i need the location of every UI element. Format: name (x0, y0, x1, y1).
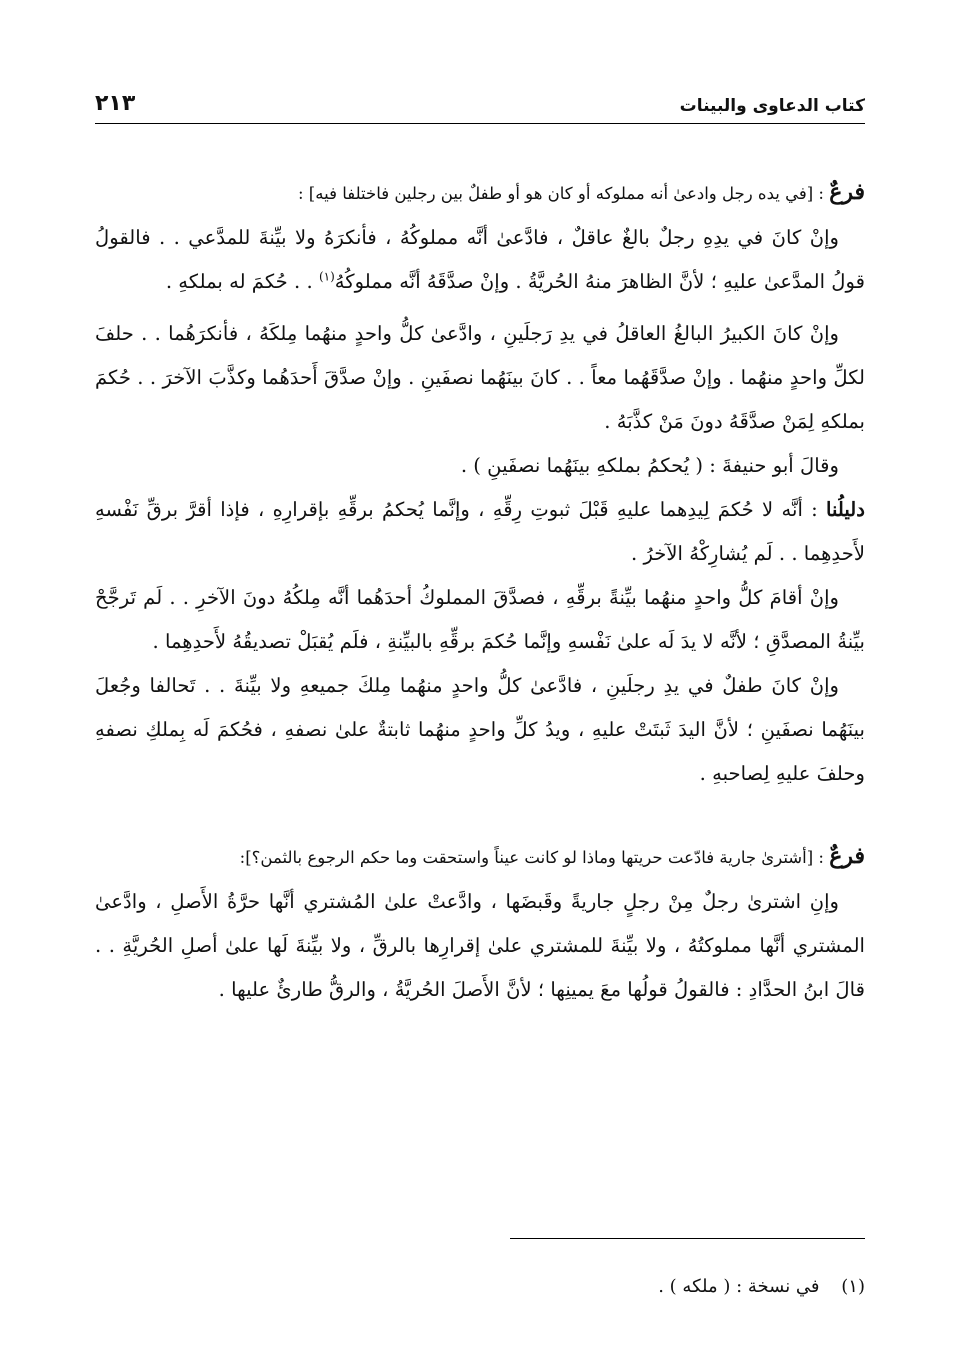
header-rule (95, 123, 865, 124)
paragraph-text: : أنَّه لا حُكمَ لِيدِهما عليهِ قَبْلَ ثبوتِ رِقِّهِ ، وإنَّما يُحكمُ برقِّهِ بإقرارِهِ ، فإذا أقرَّ برقِّ نَفْسهِ لأَحدِهِما . . لَم يُشارِكْهُ الآخرُ . (95, 498, 865, 565)
paragraph-lead: دليلُنا (826, 498, 865, 521)
paragraph (95, 216, 865, 304)
section-label: فرعٌ (829, 179, 865, 205)
footnote-reference: (١) (318, 269, 335, 284)
paragraph-text: . . حُكمَ له بملكهِ . (165, 270, 313, 293)
paragraph: وإنْ كانَ الكبيرُ البالغُ العاقلُ في يدِ رَجلَينِ ، وادَّعىٰ كلُّ واحدٍ منهُما مِلكَهُ ، فأنكرَهُما . . حلفَ لكلِّ واحدٍ منهُما . وإنْ صدَّقَهُما معاً . . كانَ بينَهُما نصفَينِ . وإنْ صدَّقَ أَحدَهُما وكذَّبَ الآخرَ . . حُكمَ بملكهِ لِمَنْ صدَّقَهُ دونَ مَنْ كذَّبَهُ . (95, 322, 865, 433)
section-heading (95, 834, 865, 880)
section-title: : [في يده رجل وادعىٰ أنه مملوكه أو كان هو أو طفلٌ بين رجلين فاختلفا فيه] : (298, 184, 824, 203)
section-label: فرعٌ (829, 843, 865, 869)
page-body (95, 170, 865, 1012)
paragraph-text: وإنْ كانَ في يدِهِ رجلٌ بالغٌ عاقلٌ ، فادَّعىٰ أنَّه مملوكُهُ ، فأنكرَهُ ولا بيِّنةَ للمدَّعي . . فالقولُ قولُ المدَّعىٰ عليهِ ؛ لأنَّ الظاهرَ منهُ الحُريَّةُ . وإنْ صدَّقَهُ أنَّه مملوكُهُ (95, 226, 865, 293)
paragraph: وإنِ اشترىٰ رجلٌ مِنْ رجلٍ جاريةً وقَبضَها ، وادَّعتْ علىٰ المُشتري أنَّها حرَّةُ الأَصلِ ، وادَّعىٰ المشتري أنَّها مملوكتُهُ ، ولا بيِّنةَ للمشتري علىٰ إقرارِها بالرقِّ ، ولا بيِّنةَ لَها علىٰ أصلِ الحُريَّةِ . . قالَ ابنُ الحدَّادِ : فالقولُ قولُها معَ يمينِها ؛ لأنَّ الأَصلَ الحُريَّةُ ، والرقُّ طارئٌ عليها . (95, 890, 865, 1001)
book-title: كتاب الدعاوى والبينات (679, 96, 865, 116)
footnote-rule (510, 1238, 865, 1239)
section-heading (95, 170, 865, 216)
paragraph: وإنْ أقامَ كلُّ واحدٍ منهُما بيِّنةً برقِّهِ ، فصدَّقَ المملوكُ أحدَهُما أنَّه مِلكُهُ دونَ الآخرِ . . لَم تَرجَّحْ بيِّنةُ المصدَّقِ ؛ لأنَّه لا يدَ لَه علىٰ نَفْسهِ وإنَّما حُكمَ برقِّهِ بالبيِّنةِ ، فلَم يُقبَلْ تصديقُهُ لأَحدِهِما . (95, 586, 865, 653)
footnote-text: في نسخة : ( ملكه ) . (658, 1276, 820, 1297)
footnote-number: (١) (841, 1276, 865, 1297)
section-title: : [أشترىٰ جارية فادّعت حريتها وماذا لو كانت عيناً واستحقت وما حكم الرجوع بالثمن؟]: (239, 848, 824, 867)
paragraph: وإنْ كانَ طفلٌ في يدِ رجلَينِ ، فادَّعىٰ كلُّ واحدٍ منهُما مِلكَ جميعهِ ولا بيِّنةَ . . تَحالفا وجُعلَ بينَهُما نصفَينِ ؛ لأنَّ اليدَ ثَبتَتْ عليهِ ، ويدُ كلِّ واحدٍ منهُما ثابتةٌ علىٰ نصفهِ ، فحُكمَ لَه بِملكِ نصفهِ وحلفَ عليهِ لِصاحبهِ . (95, 674, 865, 785)
paragraph (95, 488, 865, 576)
running-head (95, 82, 865, 116)
paragraph: وقالَ أبو حنيفةَ : ( يُحكمُ بملكهِ بينَهُما نصفَينِ ) . (460, 454, 839, 477)
page-number: ٢١٣ (95, 91, 136, 116)
footnote (95, 1272, 865, 1302)
